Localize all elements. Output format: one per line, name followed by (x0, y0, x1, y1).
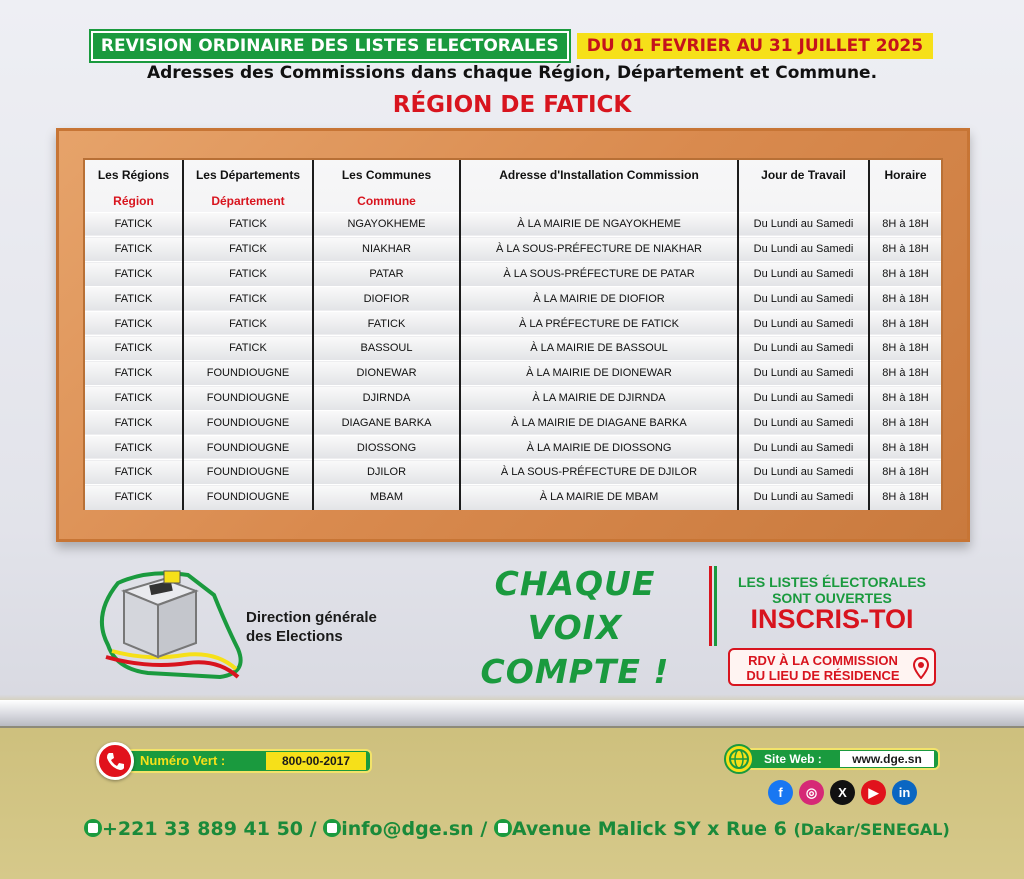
table-cell: FATICK (85, 237, 183, 262)
column-header: Jour de Travail (738, 160, 869, 190)
table-cell: FOUNDIOUGNE (183, 485, 313, 510)
table-row (85, 386, 941, 411)
table-cell: FATICK (183, 311, 313, 336)
table-cell: À LA SOUS-PRÉFECTURE DE DJILOR (460, 460, 738, 485)
table-row (85, 212, 941, 237)
globe-icon (724, 744, 754, 774)
table-cell: NIAKHAR (313, 237, 460, 262)
table-cell: FATICK (85, 361, 183, 386)
listes-line-2: SONT OUVERTES (772, 590, 892, 606)
youtube-icon[interactable]: ▶ (861, 780, 886, 805)
instagram-icon[interactable]: ◎ (799, 780, 824, 805)
social-links (768, 780, 917, 805)
table-cell: À LA MAIRIE DE NGAYOKHEME (460, 212, 738, 237)
table-cell: À LA SOUS-PRÉFECTURE DE PATAR (460, 262, 738, 287)
linkedin-icon[interactable]: in (892, 780, 917, 805)
table-cell: 8H à 18H (869, 361, 941, 386)
table-cell: DIOSSONG (313, 435, 460, 460)
numero-vert-bar (126, 749, 372, 773)
rdv-commission-box (728, 648, 936, 686)
table-cell: Du Lundi au Samedi (738, 386, 869, 411)
table-cell: FATICK (85, 386, 183, 411)
table-cell: FATICK (85, 286, 183, 311)
table-cell: FATICK (183, 336, 313, 361)
table-cell: Du Lundi au Samedi (738, 237, 869, 262)
contact-phone: +221 33 889 41 50 / (102, 818, 317, 840)
table-cell: À LA SOUS-PRÉFECTURE DE NIAKHAR (460, 237, 738, 262)
table-cell: FOUNDIOUGNE (183, 361, 313, 386)
table-cell: 8H à 18H (869, 212, 941, 237)
table-cell: FOUNDIOUGNE (183, 410, 313, 435)
inscris-toi-cta: INSCRIS-TOI (750, 604, 914, 634)
subtitle: Adresses des Commissions dans chaque Région, Département et Commune. (146, 63, 878, 83)
numero-vert-value: 800-00-2017 (266, 752, 366, 770)
table-cell: Du Lundi au Samedi (738, 262, 869, 287)
table-cell: 8H à 18H (869, 336, 941, 361)
table-cell: DJIRNDA (313, 386, 460, 411)
column-subheader (869, 190, 941, 212)
org-line-2: des Elections (246, 628, 343, 645)
table-cell: FATICK (85, 336, 183, 361)
home-icon (494, 819, 512, 837)
table-cell: Du Lundi au Samedi (738, 336, 869, 361)
slogan-line-1: CHAQUE VOIX (494, 564, 656, 647)
slogan (450, 562, 700, 694)
contact-line (84, 818, 964, 840)
table-cell: Du Lundi au Samedi (738, 212, 869, 237)
table-cell: À LA MAIRIE DE DIOFIOR (460, 286, 738, 311)
table-cell: FATICK (85, 485, 183, 510)
table-cell: 8H à 18H (869, 286, 941, 311)
table-cell: Du Lundi au Samedi (738, 460, 869, 485)
table-cell: FOUNDIOUGNE (183, 460, 313, 485)
header-title-row (0, 31, 1024, 61)
table-cell: FOUNDIOUGNE (183, 386, 313, 411)
table-cell: 8H à 18H (869, 386, 941, 411)
column-header: Les Départements (183, 160, 313, 190)
table-cell: 8H à 18H (869, 435, 941, 460)
table-cell: À LA MAIRIE DE BASSOUL (460, 336, 738, 361)
slogan-separator (708, 566, 720, 646)
table-row (85, 410, 941, 435)
column-header: Horaire (884, 168, 927, 182)
listes-line-1: LES LISTES ÉLECTORALES (738, 574, 926, 590)
table-cell: NGAYOKHEME (313, 212, 460, 237)
table-cell: Du Lundi au Samedi (738, 435, 869, 460)
table-cell: Du Lundi au Samedi (738, 410, 869, 435)
table-cell: DIAGANE BARKA (313, 410, 460, 435)
table-cell: À LA MAIRIE DE MBAM (460, 485, 738, 510)
shelf-divider (0, 700, 1024, 728)
facebook-icon[interactable]: f (768, 780, 793, 805)
table-cell: FATICK (85, 311, 183, 336)
rdv-line-1: RDV À LA COMMISSION (748, 653, 898, 668)
table-cell: FATICK (183, 237, 313, 262)
table-cell: Du Lundi au Samedi (738, 311, 869, 336)
column-subheader: Commune (313, 190, 460, 212)
table-row (85, 361, 941, 386)
commissions-table-board (83, 158, 943, 510)
table-row (85, 460, 941, 485)
table-cell: FATICK (183, 212, 313, 237)
contact-email[interactable]: info@dge.sn / (341, 818, 488, 840)
table-row (85, 262, 941, 287)
table-cell: À LA MAIRIE DE DJIRNDA (460, 386, 738, 411)
table-row (85, 435, 941, 460)
dge-org-name (246, 608, 377, 646)
table-row (85, 311, 941, 336)
numero-vert-label: Numéro Vert : (140, 753, 226, 768)
column-subheader (460, 190, 738, 212)
table-cell: BASSOUL (313, 336, 460, 361)
table-cell: FATICK (313, 311, 460, 336)
table-cell: À LA MAIRIE DE DIONEWAR (460, 361, 738, 386)
table-cell: FATICK (85, 435, 183, 460)
numero-vert-badge (96, 742, 386, 778)
table-row (85, 286, 941, 311)
rdv-line-2: DU LIEU DE RÉSIDENCE (746, 668, 900, 683)
site-web-label: Site Web : (764, 752, 822, 766)
table-cell: 8H à 18H (869, 410, 941, 435)
table-cell: FATICK (85, 410, 183, 435)
column-header: Les Régions (85, 160, 183, 190)
location-pin-icon (913, 657, 929, 679)
contact-city: (Dakar/SENEGAL) (793, 820, 950, 839)
table-subheader-row (85, 190, 941, 212)
table-cell: À LA MAIRIE DE DIOSSONG (460, 435, 738, 460)
table-cell: Du Lundi au Samedi (738, 286, 869, 311)
table-cell: 8H à 18H (869, 485, 941, 510)
table-row (85, 237, 941, 262)
phone-icon (96, 742, 134, 780)
table-cell: FATICK (183, 262, 313, 287)
table-cell: 8H à 18H (869, 237, 941, 262)
table-row (85, 336, 941, 361)
table-cell: DIONEWAR (313, 361, 460, 386)
table-cell: 8H à 18H (869, 262, 941, 287)
table-cell: À LA MAIRIE DE DIAGANE BARKA (460, 410, 738, 435)
table-cell: DJILOR (313, 460, 460, 485)
column-header: Les Communes (313, 160, 460, 190)
table-cell: Du Lundi au Samedi (738, 361, 869, 386)
column-subheader: Région (85, 190, 183, 212)
site-web-bar (742, 748, 940, 770)
commissions-table (85, 160, 941, 510)
column-header: Adresse d'Installation Commission (460, 160, 738, 190)
region-title: RÉGION DE FATICK (392, 92, 632, 118)
table-cell: FOUNDIOUGNE (183, 435, 313, 460)
org-line-1: Direction générale (246, 609, 377, 626)
site-web-badge[interactable] (724, 744, 942, 774)
table-cell: FATICK (85, 262, 183, 287)
table-cell: 8H à 18H (869, 460, 941, 485)
table-cell: 8H à 18H (869, 311, 941, 336)
x-icon[interactable]: X (830, 780, 855, 805)
column-subheader: Département (183, 190, 313, 212)
senegal-map-ballot-box-logo (88, 565, 248, 685)
column-subheader (738, 190, 869, 212)
table-cell: MBAM (313, 485, 460, 510)
table-cell: PATAR (313, 262, 460, 287)
table-cell: FATICK (85, 212, 183, 237)
slogan-line-2: COMPTE ! (480, 652, 670, 691)
site-web-url[interactable]: www.dge.sn (840, 751, 934, 767)
table-cell: À LA PRÉFECTURE DE FATICK (460, 311, 738, 336)
table-cell: Du Lundi au Samedi (738, 485, 869, 510)
contact-address: Avenue Malick SY x Rue 6 (511, 818, 787, 840)
listes-ouvertes-text (722, 574, 942, 606)
email-icon (323, 819, 341, 837)
table-cell: DIOFIOR (313, 286, 460, 311)
table-body (85, 190, 941, 510)
period-dates: DU 01 FEVRIER AU 31 JUILLET 2025 (577, 33, 933, 59)
revision-title: REVISION ORDINAIRE DES LISTES ELECTORALES (91, 31, 569, 61)
table-cell: FATICK (85, 460, 183, 485)
phone-small-icon (84, 819, 102, 837)
table-cell: FATICK (183, 286, 313, 311)
table-row (85, 485, 941, 510)
table-header-row (85, 160, 941, 190)
